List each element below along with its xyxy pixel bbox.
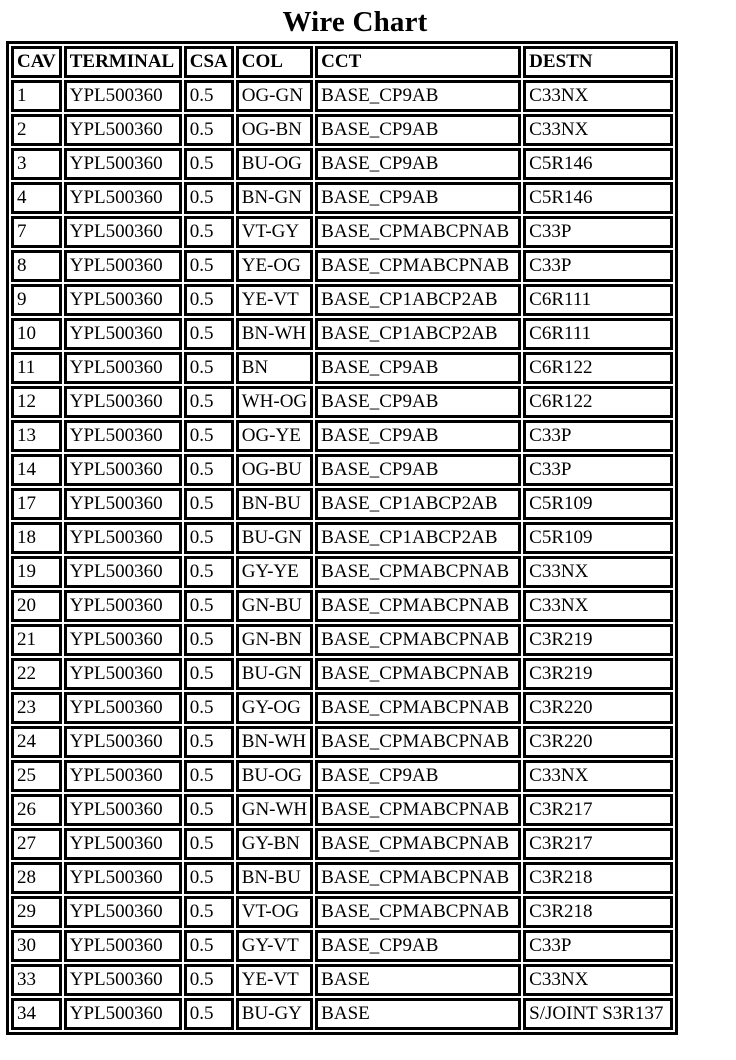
cell-destn: C6R111 — [523, 318, 673, 350]
column-header-col: COL — [236, 46, 313, 78]
cell-csa: 0.5 — [184, 658, 234, 690]
table-row — [11, 284, 673, 316]
cell-cav: 4 — [11, 182, 62, 214]
cell-terminal: YPL500360 — [64, 760, 182, 792]
cell-cav: 2 — [11, 114, 62, 146]
cell-cav: 14 — [11, 454, 62, 486]
table-body — [11, 80, 673, 1030]
cell-terminal: YPL500360 — [64, 726, 182, 758]
cell-cav: 18 — [11, 522, 62, 554]
cell-cav: 30 — [11, 930, 62, 962]
cell-cav: 1 — [11, 80, 62, 112]
cell-cct: BASE — [315, 964, 521, 996]
cell-csa: 0.5 — [184, 454, 234, 486]
cell-col: OG-GN — [236, 80, 313, 112]
cell-destn: C33NX — [523, 590, 673, 622]
cell-destn: C6R111 — [523, 284, 673, 316]
table-row — [11, 182, 673, 214]
table-row — [11, 998, 673, 1030]
cell-csa: 0.5 — [184, 182, 234, 214]
column-header-destn: DESTN — [523, 46, 673, 78]
cell-col: BU-GN — [236, 522, 313, 554]
table-row — [11, 896, 673, 928]
cell-cct: BASE_CPMABCPNAB — [315, 590, 521, 622]
cell-destn: C33NX — [523, 80, 673, 112]
cell-cav: 11 — [11, 352, 62, 384]
cell-col: BN — [236, 352, 313, 384]
cell-csa: 0.5 — [184, 216, 234, 248]
cell-cav: 21 — [11, 624, 62, 656]
cell-csa: 0.5 — [184, 692, 234, 724]
cell-terminal: YPL500360 — [64, 250, 182, 282]
cell-csa: 0.5 — [184, 930, 234, 962]
cell-destn: C6R122 — [523, 386, 673, 418]
cell-col: GY-VT — [236, 930, 313, 962]
cell-destn: C33NX — [523, 556, 673, 588]
cell-cav: 29 — [11, 896, 62, 928]
cell-cct: BASE_CP9AB — [315, 454, 521, 486]
cell-destn: C5R146 — [523, 148, 673, 180]
cell-cav: 28 — [11, 862, 62, 894]
cell-destn: C3R217 — [523, 794, 673, 826]
cell-terminal: YPL500360 — [64, 556, 182, 588]
cell-terminal: YPL500360 — [64, 998, 182, 1030]
cell-csa: 0.5 — [184, 250, 234, 282]
cell-col: GY-BN — [236, 828, 313, 860]
cell-cct: BASE_CPMABCPNAB — [315, 624, 521, 656]
cell-csa: 0.5 — [184, 794, 234, 826]
cell-cct: BASE_CP1ABCP2AB — [315, 318, 521, 350]
cell-destn: C3R218 — [523, 896, 673, 928]
column-header-csa: CSA — [184, 46, 234, 78]
table-row — [11, 726, 673, 758]
wire-chart-table — [6, 41, 678, 1035]
cell-cct: BASE_CP9AB — [315, 760, 521, 792]
cell-terminal: YPL500360 — [64, 692, 182, 724]
column-header-cav: CAV — [11, 46, 62, 78]
table-row — [11, 930, 673, 962]
cell-cav: 25 — [11, 760, 62, 792]
table-row — [11, 454, 673, 486]
cell-destn: C33P — [523, 930, 673, 962]
cell-cct: BASE_CPMABCPNAB — [315, 216, 521, 248]
table-row — [11, 80, 673, 112]
cell-cav: 8 — [11, 250, 62, 282]
cell-terminal: YPL500360 — [64, 352, 182, 384]
cell-terminal: YPL500360 — [64, 896, 182, 928]
cell-cav: 12 — [11, 386, 62, 418]
cell-cav: 7 — [11, 216, 62, 248]
cell-csa: 0.5 — [184, 964, 234, 996]
cell-cav: 22 — [11, 658, 62, 690]
cell-cct: BASE_CPMABCPNAB — [315, 862, 521, 894]
cell-cct: BASE_CP1ABCP2AB — [315, 522, 521, 554]
cell-cav: 17 — [11, 488, 62, 520]
cell-col: BN-GN — [236, 182, 313, 214]
table-row — [11, 148, 673, 180]
cell-cct: BASE_CP9AB — [315, 386, 521, 418]
cell-csa: 0.5 — [184, 284, 234, 316]
table-row — [11, 318, 673, 350]
cell-col: YE-VT — [236, 284, 313, 316]
cell-terminal: YPL500360 — [64, 284, 182, 316]
cell-csa: 0.5 — [184, 556, 234, 588]
cell-col: YE-OG — [236, 250, 313, 282]
table-row — [11, 352, 673, 384]
cell-csa: 0.5 — [184, 114, 234, 146]
cell-destn: C33P — [523, 250, 673, 282]
cell-col: BU-GY — [236, 998, 313, 1030]
table-row — [11, 692, 673, 724]
cell-cav: 20 — [11, 590, 62, 622]
table-row — [11, 590, 673, 622]
cell-cct: BASE_CPMABCPNAB — [315, 896, 521, 928]
cell-destn: C3R218 — [523, 862, 673, 894]
cell-cav: 27 — [11, 828, 62, 860]
cell-cct: BASE_CP1ABCP2AB — [315, 488, 521, 520]
cell-col: OG-BN — [236, 114, 313, 146]
cell-col: OG-YE — [236, 420, 313, 452]
table-row — [11, 760, 673, 792]
table-row — [11, 964, 673, 996]
cell-destn: C5R146 — [523, 182, 673, 214]
cell-csa: 0.5 — [184, 590, 234, 622]
cell-destn: C3R220 — [523, 692, 673, 724]
cell-destn: C3R220 — [523, 726, 673, 758]
cell-col: BN-BU — [236, 862, 313, 894]
column-header-cct: CCT — [315, 46, 521, 78]
cell-col: GN-BN — [236, 624, 313, 656]
cell-cav: 10 — [11, 318, 62, 350]
cell-terminal: YPL500360 — [64, 148, 182, 180]
cell-cct: BASE — [315, 998, 521, 1030]
table-row — [11, 488, 673, 520]
cell-destn: C5R109 — [523, 522, 673, 554]
cell-cct: BASE_CP9AB — [315, 182, 521, 214]
cell-destn: C5R109 — [523, 488, 673, 520]
cell-csa: 0.5 — [184, 760, 234, 792]
cell-col: BN-WH — [236, 726, 313, 758]
cell-cav: 33 — [11, 964, 62, 996]
cell-csa: 0.5 — [184, 488, 234, 520]
cell-cct: BASE_CPMABCPNAB — [315, 692, 521, 724]
cell-destn: C3R219 — [523, 624, 673, 656]
cell-csa: 0.5 — [184, 726, 234, 758]
cell-csa: 0.5 — [184, 148, 234, 180]
cell-cav: 3 — [11, 148, 62, 180]
cell-col: BU-OG — [236, 760, 313, 792]
cell-cct: BASE_CP9AB — [315, 114, 521, 146]
cell-cct: BASE_CP1ABCP2AB — [315, 284, 521, 316]
table-row — [11, 216, 673, 248]
cell-terminal: YPL500360 — [64, 386, 182, 418]
cell-terminal: YPL500360 — [64, 114, 182, 146]
cell-terminal: YPL500360 — [64, 828, 182, 860]
cell-terminal: YPL500360 — [64, 488, 182, 520]
cell-cct: BASE_CPMABCPNAB — [315, 658, 521, 690]
cell-col: WH-OG — [236, 386, 313, 418]
cell-cct: BASE_CP9AB — [315, 352, 521, 384]
cell-cct: BASE_CPMABCPNAB — [315, 556, 521, 588]
cell-destn: C33P — [523, 454, 673, 486]
column-header-terminal: TERMINAL — [64, 46, 182, 78]
table-row — [11, 828, 673, 860]
cell-csa: 0.5 — [184, 318, 234, 350]
cell-csa: 0.5 — [184, 80, 234, 112]
cell-col: BU-OG — [236, 148, 313, 180]
cell-col: GY-YE — [236, 556, 313, 588]
cell-csa: 0.5 — [184, 352, 234, 384]
cell-col: GY-OG — [236, 692, 313, 724]
cell-cav: 23 — [11, 692, 62, 724]
cell-cav: 13 — [11, 420, 62, 452]
cell-cav: 19 — [11, 556, 62, 588]
cell-col: YE-VT — [236, 964, 313, 996]
cell-destn: C33P — [523, 216, 673, 248]
cell-cct: BASE_CP9AB — [315, 80, 521, 112]
table-row — [11, 250, 673, 282]
cell-terminal: YPL500360 — [64, 318, 182, 350]
cell-destn: C3R217 — [523, 828, 673, 860]
cell-csa: 0.5 — [184, 998, 234, 1030]
cell-terminal: YPL500360 — [64, 182, 182, 214]
cell-terminal: YPL500360 — [64, 590, 182, 622]
cell-terminal: YPL500360 — [64, 964, 182, 996]
cell-cct: BASE_CP9AB — [315, 420, 521, 452]
cell-terminal: YPL500360 — [64, 454, 182, 486]
table-row — [11, 794, 673, 826]
table-row — [11, 556, 673, 588]
cell-cav: 26 — [11, 794, 62, 826]
cell-cav: 9 — [11, 284, 62, 316]
cell-col: BN-BU — [236, 488, 313, 520]
cell-terminal: YPL500360 — [64, 624, 182, 656]
table-header-row — [11, 46, 673, 78]
table-row — [11, 522, 673, 554]
table-row — [11, 658, 673, 690]
table-row — [11, 386, 673, 418]
cell-cct: BASE_CP9AB — [315, 148, 521, 180]
cell-terminal: YPL500360 — [64, 930, 182, 962]
cell-destn: C6R122 — [523, 352, 673, 384]
cell-terminal: YPL500360 — [64, 658, 182, 690]
cell-terminal: YPL500360 — [64, 420, 182, 452]
cell-terminal: YPL500360 — [64, 522, 182, 554]
cell-destn: C33NX — [523, 760, 673, 792]
cell-destn: C33P — [523, 420, 673, 452]
cell-cct: BASE_CPMABCPNAB — [315, 828, 521, 860]
table-row — [11, 420, 673, 452]
cell-cav: 34 — [11, 998, 62, 1030]
table-row — [11, 114, 673, 146]
cell-csa: 0.5 — [184, 896, 234, 928]
table-row — [11, 624, 673, 656]
cell-terminal: YPL500360 — [64, 862, 182, 894]
cell-cct: BASE_CP9AB — [315, 930, 521, 962]
cell-destn: S/JOINT S3R137 — [523, 998, 673, 1030]
cell-terminal: YPL500360 — [64, 216, 182, 248]
cell-terminal: YPL500360 — [64, 794, 182, 826]
cell-csa: 0.5 — [184, 828, 234, 860]
cell-col: VT-GY — [236, 216, 313, 248]
cell-cct: BASE_CPMABCPNAB — [315, 250, 521, 282]
cell-csa: 0.5 — [184, 624, 234, 656]
cell-cct: BASE_CPMABCPNAB — [315, 726, 521, 758]
cell-col: VT-OG — [236, 896, 313, 928]
cell-col: BN-WH — [236, 318, 313, 350]
cell-destn: C3R219 — [523, 658, 673, 690]
page-title: Wire Chart — [282, 6, 428, 38]
cell-terminal: YPL500360 — [64, 80, 182, 112]
cell-csa: 0.5 — [184, 386, 234, 418]
cell-cav: 24 — [11, 726, 62, 758]
table-row — [11, 862, 673, 894]
cell-csa: 0.5 — [184, 420, 234, 452]
cell-destn: C33NX — [523, 114, 673, 146]
cell-destn: C33NX — [523, 964, 673, 996]
cell-col: BU-GN — [236, 658, 313, 690]
cell-csa: 0.5 — [184, 522, 234, 554]
cell-col: GN-WH — [236, 794, 313, 826]
cell-col: OG-BU — [236, 454, 313, 486]
cell-col: GN-BU — [236, 590, 313, 622]
cell-cct: BASE_CPMABCPNAB — [315, 794, 521, 826]
cell-csa: 0.5 — [184, 862, 234, 894]
